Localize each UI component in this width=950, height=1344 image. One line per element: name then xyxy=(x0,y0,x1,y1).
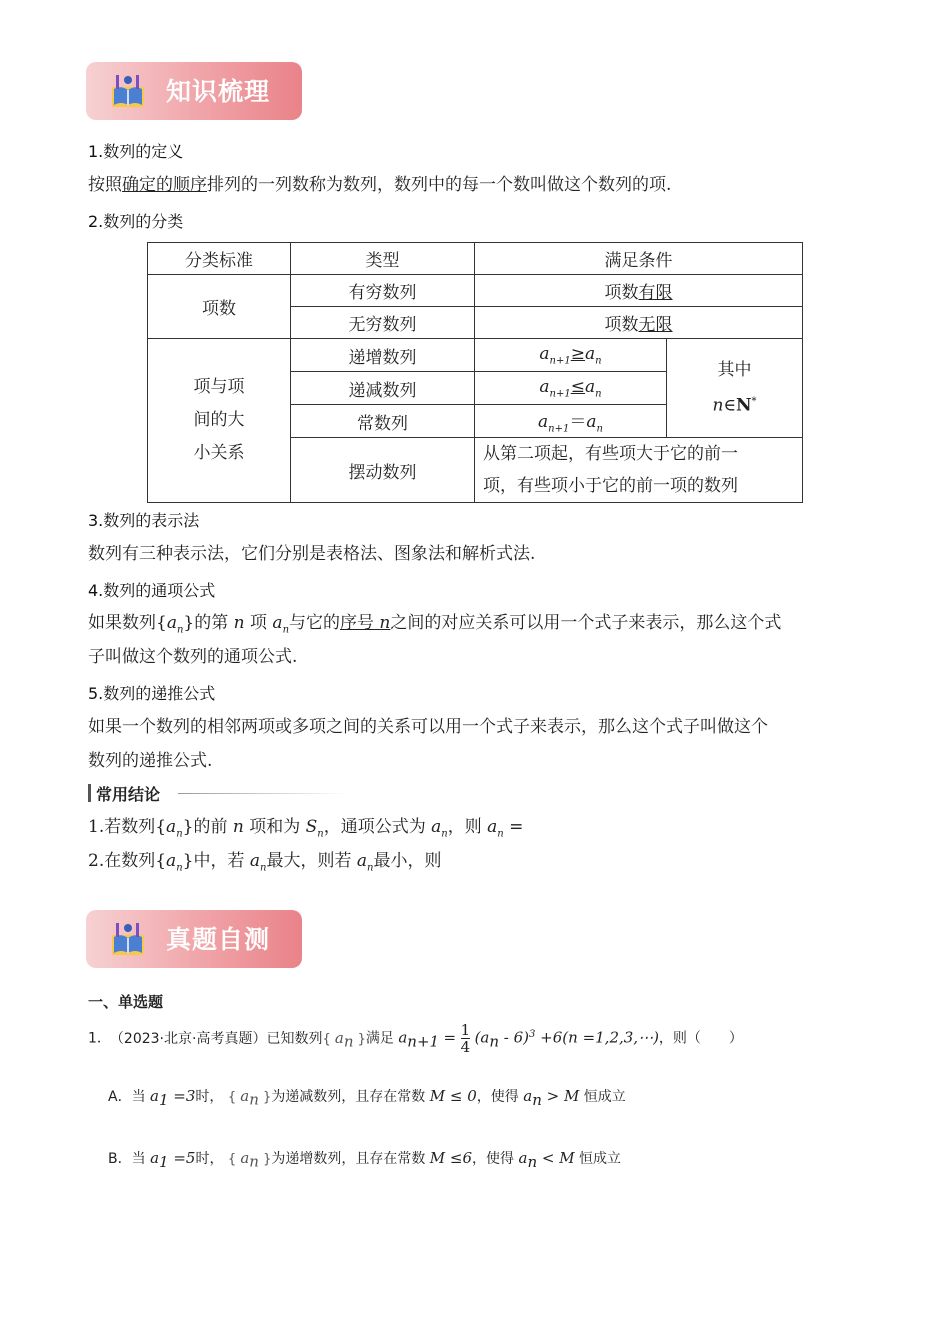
paragraph-recursive-line1: 如果一个数列的相邻两项或多项之间的关系可以用一个式子来表示，那么这个式子叫做这个 xyxy=(88,717,768,737)
paragraph-recursive-line2: 数列的递推公式. xyxy=(88,751,213,771)
conclusion-2: 2.在数列$\{a_n\}$中，若 $a_n$最大，则若 $a_n$最小，则 xyxy=(88,851,442,874)
header-cell: 满足条件 xyxy=(475,243,803,275)
type-cell: 递减数列 xyxy=(291,372,475,405)
conclusion-1: 1.若数列$\{a_n\}$的前 n 项和为 $S_n$，通项公式为 $a_n$，则 $a_n$ = xyxy=(88,817,524,840)
question-1: 1． （2023·北京·高考真题）已知数列{ $a_n$ }满足 $a_{n+1}$ = $\frac{1}{4}$ $(a_n - 6)^3 +6(n$ =1,2,3,⋯)，则（ ） xyxy=(88,1021,743,1056)
heading-representation: 3.数列的表示法 xyxy=(88,511,200,530)
option-b[interactable]: B．当 $a_1 =5$时， { $a_n$ }为递增数列，且存在常数 M ≤6，使得 $a_n < M$ 恒成立 xyxy=(108,1149,622,1171)
heading-recursive: 5.数列的递推公式 xyxy=(88,684,216,703)
option-a[interactable]: A．当 $a_1 =3$时， { $a_n$ }为递减数列，且存在常数 M ≤ 0，使得 $a_n > M$ 恒成立 xyxy=(108,1087,626,1109)
type-cell: 递增数列 xyxy=(291,339,475,372)
part-heading: 一、单选题 xyxy=(88,993,164,1011)
type-cell: 有穷数列 xyxy=(291,275,475,307)
section-banner-knowledge xyxy=(86,62,302,120)
classification-table xyxy=(147,242,803,503)
section-banner-exam xyxy=(86,910,302,968)
type-cell: 摆动数列 xyxy=(291,438,475,503)
row-label-relation: 项与项 间的大 小关系 xyxy=(148,339,291,503)
conclusion-title: 常用结论 xyxy=(96,785,161,804)
condition-cell: $a_{n+1}\le a_n$ xyxy=(475,372,667,405)
heading-general-term: 4.数列的通项公式 xyxy=(88,581,216,600)
condition-cell: 项数无限 xyxy=(475,307,803,339)
note-cell: 其中 n∈N* xyxy=(667,339,803,438)
condition-cell: $a_{n+1}=a_n$ xyxy=(475,405,667,438)
type-cell: 无穷数列 xyxy=(291,307,475,339)
book-icon xyxy=(108,919,148,959)
paragraph-representation: 数列有三种表示法，它们分别是表格法、图象法和解析式法. xyxy=(88,544,536,564)
header-cell: 类型 xyxy=(291,243,475,275)
condition-cell: $a_{n+1}\ge a_n$ xyxy=(475,339,667,372)
type-cell: 常数列 xyxy=(291,405,475,438)
condition-cell: 项数有限 xyxy=(475,275,803,307)
conclusion-marker xyxy=(88,784,91,802)
paragraph-definition: 按照确定的顺序排列的一列数称为数列，数列中的每一个数叫做这个数列的项. xyxy=(88,175,672,195)
condition-cell: 从第二项起，有些项大于它的前一 项，有些项小于它的前一项的数列 xyxy=(475,438,803,503)
paragraph-general-term-line1: 如果数列$\{a_n\}$的第 n 项 $a_n$与它的序号 n之间的对应关系可以用一个式子来表示，那么这个式 xyxy=(88,613,782,636)
paragraph-general-term-line2: 子叫做这个数列的通项公式. xyxy=(88,647,298,667)
conclusion-divider xyxy=(178,793,348,794)
banner-title: 真题自测 xyxy=(166,925,271,954)
heading-classification: 2.数列的分类 xyxy=(88,212,184,231)
banner-title: 知识梳理 xyxy=(166,77,271,106)
header-cell: 分类标准 xyxy=(148,243,291,275)
row-label-items: 项数 xyxy=(148,275,291,339)
heading-definition: 1.数列的定义 xyxy=(88,142,184,161)
book-icon xyxy=(108,71,148,111)
